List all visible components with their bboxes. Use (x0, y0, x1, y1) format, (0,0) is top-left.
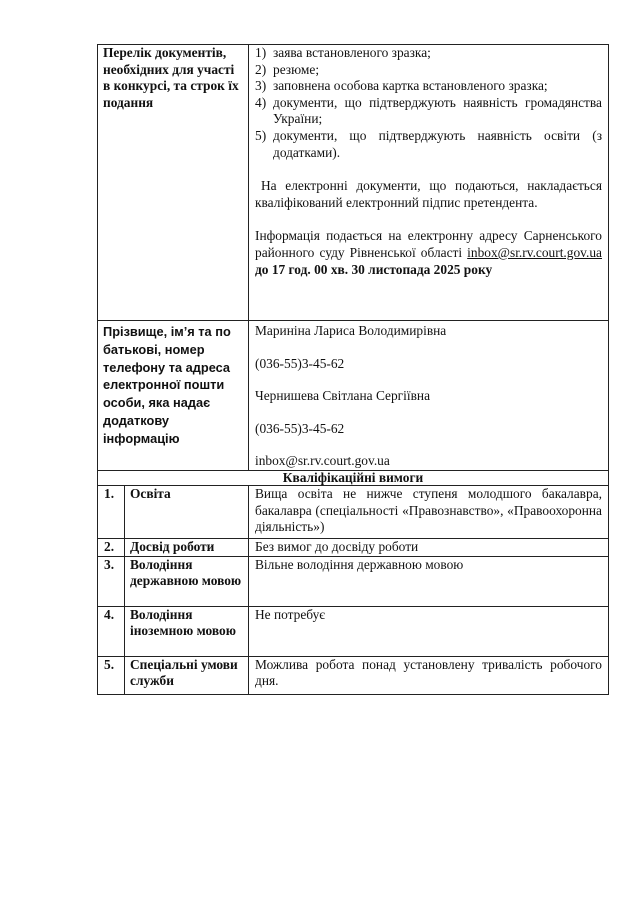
contact-row (98, 321, 609, 471)
contact-email: inbox@sr.rv.court.gov.ua (255, 453, 390, 469)
info-text (255, 228, 602, 278)
row-number: 1. (98, 485, 125, 538)
vacancy-table (97, 44, 609, 695)
documents-list (255, 45, 602, 161)
submission-email-link[interactable]: inbox@sr.rv.court.gov.ua (467, 244, 602, 260)
documents-row (98, 45, 609, 321)
qualification-heading-row (98, 470, 609, 485)
deadline-text: до 17 год. 00 хв. 30 листопада 2025 року (255, 261, 493, 277)
qualification-heading: Кваліфікаційні вимоги (98, 470, 609, 485)
table-row (98, 485, 609, 538)
list-item: 4) документи, що підтверджують наявність громадянства України; (255, 94, 602, 127)
row-number: 2. (98, 538, 125, 556)
list-item: 1) заява встановленого зразка; (255, 45, 431, 60)
documents-label: Перелік документів, необхідних для участі в конкурсі, та строк їх подання (98, 45, 249, 321)
requirement-value: Вільне володіння державною мовою (249, 556, 609, 606)
requirement-label: Володіння державною мовою (125, 556, 249, 606)
requirement-label: Спеціальні умови служби (125, 656, 249, 694)
requirement-label: Досвід роботи (125, 538, 249, 556)
list-item: 5) документи, що підтверджують наявність освіти (з додатками). (255, 127, 602, 160)
contact-label: Прізвище, ім’я та по батькові, номер телефону та адреса електронної пошти особи, яка надає додаткову інформацію (98, 321, 249, 471)
row-number: 4. (98, 606, 125, 656)
contact-person-1: Мариніна Лариса Володимирівна (255, 323, 447, 338)
contact-phone-1: (036-55)3-45-62 (255, 355, 345, 371)
table-row (98, 656, 609, 694)
table-row (98, 556, 609, 606)
requirement-value: Вища освіта не нижче ступеня молодшого бакалавра, бакалавра (спеціальності «Правознавство», «Правоохоронна діяльність») (249, 485, 609, 538)
contact-content (249, 321, 609, 471)
requirement-value: Можлива робота понад установлену тривалість робочого дня. (249, 656, 609, 694)
table-row (98, 538, 609, 556)
list-item: 3) заповнена особова картка встановленого зразка; (255, 78, 548, 94)
requirement-value: Не потребує (249, 606, 609, 656)
contact-person-2: Чернишева Світлана Сергіївна (255, 388, 431, 404)
contact-phone-2: (036-55)3-45-62 (255, 420, 345, 436)
documents-content (249, 45, 609, 321)
list-item: 2) резюме; (255, 61, 320, 77)
table-row (98, 606, 609, 656)
requirement-value: Без вимог до досвіду роботи (249, 538, 609, 556)
row-number: 5. (98, 656, 125, 694)
requirement-label: Володіння іноземною мовою (125, 606, 249, 656)
row-number: 3. (98, 556, 125, 606)
info-prefix: Інформація подається на електронну адресу Сарненського районного суду Рівненської області (255, 228, 602, 260)
requirement-label: Освіта (125, 485, 249, 538)
signature-note: На електронні документи, що подаються, накладається кваліфікований електронний підпис претендента. (255, 178, 602, 210)
